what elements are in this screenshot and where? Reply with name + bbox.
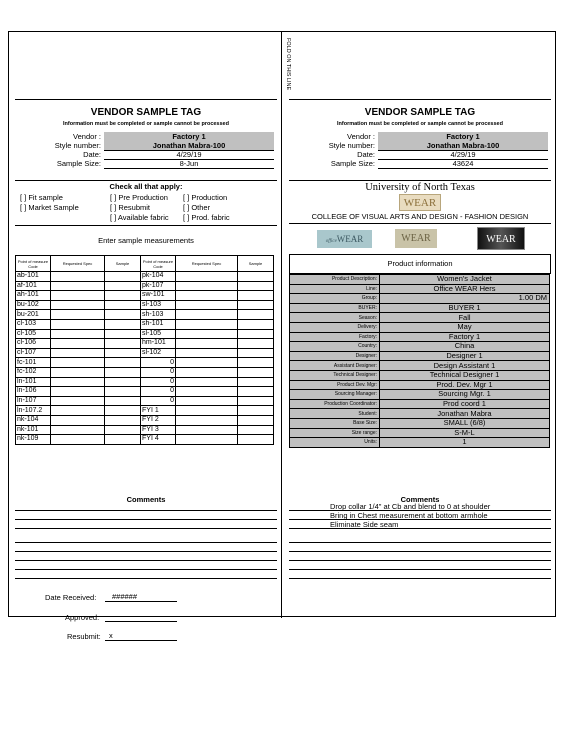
product-info-label: Assistant Designer: (290, 361, 380, 371)
date-received-label: Date Received: (45, 593, 97, 602)
table-cell[interactable] (176, 339, 238, 349)
product-info-row (290, 390, 550, 400)
table-cell[interactable] (51, 310, 105, 320)
product-info-row (290, 438, 550, 448)
product-info-label: Delivery: (290, 322, 380, 332)
comment-line[interactable] (15, 510, 277, 511)
checkbox-market-sample[interactable]: [ ] Market Sample (20, 203, 79, 212)
table-cell: FYI 2 (141, 415, 176, 425)
wear-logo: WEAR (399, 194, 441, 211)
table-cell: fc-102 (16, 367, 51, 377)
table-cell[interactable] (176, 300, 238, 310)
table-cell: sh-103 (141, 310, 176, 320)
column-header: Sample (238, 256, 274, 272)
column-header: Requested Spec (51, 256, 105, 272)
comments-heading: Comments (126, 495, 166, 504)
table-row (16, 281, 274, 291)
product-info-value[interactable]: Jonathan Mabra (380, 409, 550, 419)
table-cell: ln-106 (16, 387, 51, 397)
product-info-row (290, 322, 550, 332)
field-value[interactable]: 43624 (378, 159, 548, 169)
table-cell: pk-107 (141, 281, 176, 291)
table-cell: 0 (141, 377, 176, 387)
tag-title: VENDOR SAMPLE TAG (90, 107, 202, 118)
field-label: Style number: (54, 141, 101, 150)
table-row (16, 329, 274, 339)
table-cell[interactable] (105, 435, 141, 445)
product-info-value[interactable]: 1.00 DM (380, 294, 550, 304)
table-cell[interactable] (176, 435, 238, 445)
table-row (16, 272, 274, 282)
table-cell[interactable] (51, 291, 105, 301)
office-wear-logo: officeWEAR (317, 230, 372, 248)
table-cell[interactable] (105, 329, 141, 339)
table-cell[interactable] (238, 367, 274, 377)
field-row (15, 159, 277, 169)
divider (15, 99, 277, 100)
tag-title: VENDOR SAMPLE TAG (364, 107, 476, 118)
table-cell[interactable] (176, 358, 238, 368)
field-value[interactable]: 8-Jun (104, 159, 274, 169)
table-cell[interactable] (105, 415, 141, 425)
product-info-label: Product Description: (290, 275, 380, 285)
table-row (16, 367, 274, 377)
divider (289, 99, 551, 100)
table-cell[interactable] (238, 425, 274, 435)
table-cell[interactable] (176, 415, 238, 425)
table-cell[interactable] (176, 329, 238, 339)
table-cell[interactable] (176, 281, 238, 291)
table-cell[interactable] (176, 425, 238, 435)
table-cell: ln-107.2 (16, 406, 51, 416)
checklist-heading: Check all that apply: (109, 182, 183, 191)
table-cell[interactable] (238, 310, 274, 320)
product-info-label: Factory: (290, 332, 380, 342)
product-info-row (290, 409, 550, 419)
product-info-value[interactable]: Sourcing Mgr. 1 (380, 390, 550, 400)
product-info-label: Base Size: (290, 418, 380, 428)
product-info-value[interactable]: S-M-L (380, 428, 550, 438)
checkbox-available-fabric[interactable]: [ ] Available fabric (110, 213, 169, 222)
comment-line[interactable] (289, 542, 551, 543)
field-label: Date: (83, 150, 101, 159)
product-info-row (290, 351, 550, 361)
university-name: University of North Texas (365, 182, 475, 193)
table-cell[interactable] (51, 406, 105, 416)
product-info-label: Student: (290, 409, 380, 419)
table-cell[interactable] (176, 348, 238, 358)
field-value[interactable]: Jonathan Mabra-100 (378, 141, 548, 151)
table-row (16, 435, 274, 445)
product-info-label: Product Dev. Mgr: (290, 380, 380, 390)
field-label: Vendor : (347, 132, 375, 141)
product-info-row (290, 303, 550, 313)
table-cell[interactable] (51, 415, 105, 425)
checkbox-other[interactable]: [ ] Other (183, 203, 211, 212)
comment-line[interactable] (15, 578, 277, 579)
field-value[interactable]: Factory 1 (104, 132, 274, 142)
comment-text: Drop collar 1/4" at Cb and blend to 0 at shoulder (330, 502, 491, 511)
table-cell: nk-104 (16, 415, 51, 425)
product-info-label: Season: (290, 313, 380, 323)
table-cell[interactable] (105, 319, 141, 329)
product-info-value[interactable]: Factory 1 (380, 332, 550, 342)
table-row (16, 415, 274, 425)
table-cell: ah-101 (16, 291, 51, 301)
table-cell[interactable] (176, 319, 238, 329)
column-header: Requested Spec (176, 256, 238, 272)
comment-line[interactable] (289, 569, 551, 570)
date-received-field[interactable] (105, 592, 177, 602)
checkbox-prod-fabric[interactable]: [ ] Prod. fabric (183, 213, 230, 222)
table-cell[interactable] (105, 358, 141, 368)
field-row (289, 159, 551, 169)
table-cell[interactable] (51, 319, 105, 329)
comments-heading: Comments (400, 495, 440, 504)
table-cell: ln-101 (16, 377, 51, 387)
table-cell: 0 (141, 396, 176, 406)
table-cell[interactable] (105, 300, 141, 310)
tag-note: Information must be completed or sample cannot be processed (337, 121, 503, 127)
table-cell[interactable] (105, 406, 141, 416)
product-info-row (290, 399, 550, 409)
table-cell[interactable] (51, 339, 105, 349)
comment-line[interactable] (15, 528, 277, 529)
product-info-label: Designer: (290, 351, 380, 361)
product-info-value[interactable]: May (380, 322, 550, 332)
comment-line[interactable] (289, 528, 551, 529)
table-cell[interactable] (238, 435, 274, 445)
product-info-value[interactable]: Prod coord 1 (380, 399, 550, 409)
table-cell[interactable] (238, 291, 274, 301)
resubmit-field[interactable] (105, 631, 177, 641)
table-cell[interactable] (176, 310, 238, 320)
product-info-value[interactable]: Designer 1 (380, 351, 550, 361)
table-row (16, 425, 274, 435)
table-cell: nk-109 (16, 435, 51, 445)
field-label: Style number: (328, 141, 375, 150)
comment-line[interactable] (15, 542, 277, 543)
field-value[interactable]: Jonathan Mabra-100 (104, 141, 274, 151)
table-cell[interactable] (51, 425, 105, 435)
table-cell: 0 (141, 387, 176, 397)
table-cell: FYI 1 (141, 406, 176, 416)
column-header: Sample (105, 256, 141, 272)
table-cell: cl-106 (16, 339, 51, 349)
table-cell: bu-201 (16, 310, 51, 320)
table-cell: cl-107 (16, 348, 51, 358)
checkbox-resubmit[interactable]: [ ] Resubmit (110, 203, 151, 212)
table-cell: fc-101 (16, 358, 51, 368)
table-cell: 0 (141, 358, 176, 368)
resubmit-value: x (109, 631, 113, 640)
table-cell: bu-102 (16, 300, 51, 310)
product-info-label: Units: (290, 438, 380, 448)
table-cell: sw-101 (141, 291, 176, 301)
table-cell: af-101 (16, 281, 51, 291)
table-cell[interactable] (176, 291, 238, 301)
table-cell[interactable] (51, 300, 105, 310)
product-info-label: Group: (290, 294, 380, 304)
table-cell[interactable] (176, 396, 238, 406)
table-row (16, 310, 274, 320)
table-cell[interactable] (238, 329, 274, 339)
table-cell[interactable] (105, 396, 141, 406)
table-row (16, 319, 274, 329)
product-info-value[interactable]: SMALL (6/8) (380, 418, 550, 428)
table-cell[interactable] (105, 367, 141, 377)
product-info-row (290, 342, 550, 352)
left-tag (15, 99, 277, 641)
comment-line[interactable] (15, 569, 277, 570)
table-cell: sl-103 (141, 300, 176, 310)
wear-logo-dark: WEAR (477, 227, 525, 250)
table-row (16, 387, 274, 397)
field-value[interactable]: 4/29/19 (104, 150, 274, 160)
column-header: Point of measure Code (16, 256, 51, 272)
table-cell[interactable] (176, 406, 238, 416)
table-cell: pk-104 (141, 272, 176, 282)
product-info-value[interactable]: BUYER 1 (380, 303, 550, 313)
table-row (16, 291, 274, 301)
field-label: Date: (357, 150, 375, 159)
measurements-heading: Enter sample measurements (98, 236, 194, 245)
table-cell: hm-101 (141, 339, 176, 349)
product-info-row (290, 428, 550, 438)
wear-logo-textured: WEAR (395, 229, 437, 248)
fold-label: FOLD ON THIS LINE (285, 38, 291, 91)
product-info-value[interactable]: Design Assistant 1 (380, 361, 550, 371)
table-cell[interactable] (51, 281, 105, 291)
divider (289, 180, 551, 181)
table-cell[interactable] (238, 406, 274, 416)
table-cell[interactable] (105, 310, 141, 320)
product-info-row (290, 275, 550, 285)
vendor-sample-tag-sheet (8, 31, 556, 641)
table-cell[interactable] (238, 300, 274, 310)
checkbox-production[interactable]: [ ] Production (183, 193, 228, 202)
approved-field[interactable] (105, 612, 177, 622)
comment-line[interactable] (289, 560, 551, 561)
table-cell[interactable] (238, 348, 274, 358)
product-info-value[interactable]: China (380, 342, 550, 352)
product-info-value[interactable]: 1 (380, 438, 550, 448)
table-cell[interactable] (238, 319, 274, 329)
table-cell[interactable] (105, 339, 141, 349)
product-info-row (290, 370, 550, 380)
table-cell: sh-101 (141, 319, 176, 329)
comment-line[interactable] (289, 551, 551, 552)
product-info-value[interactable]: Fall (380, 313, 550, 323)
field-label: Vendor : (73, 132, 101, 141)
product-info-row (290, 418, 550, 428)
measurements-table (15, 255, 274, 445)
table-cell[interactable] (176, 377, 238, 387)
table-cell: ab-101 (16, 272, 51, 282)
product-info-label: BUYER: (290, 303, 380, 313)
comment-line[interactable] (289, 578, 551, 579)
product-info-table (289, 274, 550, 448)
table-row (16, 339, 274, 349)
field-value[interactable]: 4/29/19 (378, 150, 548, 160)
table-cell[interactable] (105, 348, 141, 358)
table-cell[interactable] (238, 396, 274, 406)
table-cell[interactable] (51, 377, 105, 387)
table-cell: cl-105 (16, 329, 51, 339)
table-cell[interactable] (51, 358, 105, 368)
table-cell: nk-101 (16, 425, 51, 435)
product-info-row (290, 380, 550, 390)
comment-line[interactable] (15, 560, 277, 561)
table-cell[interactable] (51, 367, 105, 377)
table-row (16, 348, 274, 358)
table-cell[interactable] (238, 415, 274, 425)
product-info-value[interactable]: Office WEAR Hers (380, 284, 550, 294)
product-info-row (290, 313, 550, 323)
table-cell[interactable] (105, 281, 141, 291)
table-cell[interactable] (176, 367, 238, 377)
product-info-label: Size range: (290, 428, 380, 438)
table-cell[interactable] (51, 272, 105, 282)
product-info-row (290, 294, 550, 304)
table-cell[interactable] (51, 435, 105, 445)
college-name: COLLEGE OF VISUAL ARTS AND DESIGN - FASHION DESIGN (311, 212, 529, 221)
product-info-value[interactable]: Women's Jacket (380, 275, 550, 285)
column-header: Point of measure Code (141, 256, 176, 272)
field-label: Sample Size: (330, 159, 375, 168)
table-cell[interactable] (105, 377, 141, 387)
checkbox-pre-production[interactable]: [ ] Pre Production (110, 193, 168, 202)
product-info-label: Technical Designer: (290, 370, 380, 380)
table-cell: cl-103 (16, 319, 51, 329)
table-cell[interactable] (105, 272, 141, 282)
table-row (16, 406, 274, 416)
product-info-row (290, 284, 550, 294)
table-cell[interactable] (51, 348, 105, 358)
table-cell[interactable] (105, 425, 141, 435)
fold-line (281, 32, 282, 618)
table-cell[interactable] (238, 358, 274, 368)
product-info-row (290, 361, 550, 371)
comment-text: Eliminate Side seam (330, 520, 399, 529)
table-cell[interactable] (238, 281, 274, 291)
right-tag (289, 99, 551, 617)
divider (15, 225, 277, 226)
approved-label: Approved: (65, 613, 100, 622)
table-cell: 0 (141, 367, 176, 377)
table-cell: FYI 3 (141, 425, 176, 435)
table-row (16, 377, 274, 387)
product-info-value[interactable]: Technical Designer 1 (380, 370, 550, 380)
product-info-label: Line: (290, 284, 380, 294)
table-cell[interactable] (176, 387, 238, 397)
comment-line[interactable] (15, 551, 277, 552)
checkbox-fit-sample[interactable]: [ ] Fit sample (20, 193, 63, 202)
table-cell[interactable] (238, 387, 274, 397)
product-info-value[interactable]: Prod. Dev. Mgr 1 (380, 380, 550, 390)
resubmit-label: Resubmit: (67, 632, 101, 641)
table-cell[interactable] (51, 387, 105, 397)
date-received-value: ###### (112, 592, 138, 601)
table-row (16, 396, 274, 406)
comment-text: Bring in Chest measurement at bottom armhole (330, 511, 488, 520)
table-cell[interactable] (105, 387, 141, 397)
field-value[interactable]: Factory 1 (378, 132, 548, 142)
table-cell[interactable] (176, 272, 238, 282)
table-row (16, 300, 274, 310)
divider (289, 223, 551, 224)
table-cell[interactable] (51, 396, 105, 406)
product-info-label: Sourcing Manager: (290, 390, 380, 400)
table-cell[interactable] (238, 377, 274, 387)
product-info-label: Production Coordinator: (290, 399, 380, 409)
table-cell[interactable] (238, 339, 274, 349)
table-cell[interactable] (238, 272, 274, 282)
table-cell[interactable] (51, 329, 105, 339)
comment-line[interactable] (15, 519, 277, 520)
table-cell: sl-105 (141, 329, 176, 339)
product-info-heading: Product information (289, 254, 551, 274)
tag-note: Information must be completed or sample cannot be processed (63, 121, 229, 127)
table-cell: FYI 4 (141, 435, 176, 445)
divider (15, 180, 277, 181)
table-cell[interactable] (105, 291, 141, 301)
table-cell: ln-107 (16, 396, 51, 406)
product-info-row (290, 332, 550, 342)
product-info-label: Country: (290, 342, 380, 352)
field-label: Sample Size: (56, 159, 101, 168)
table-cell: sl-102 (141, 348, 176, 358)
table-row (16, 358, 274, 368)
